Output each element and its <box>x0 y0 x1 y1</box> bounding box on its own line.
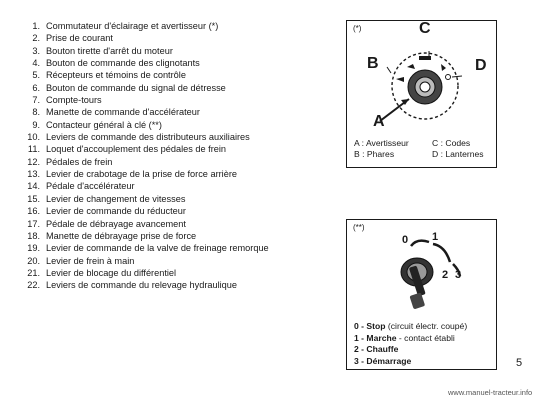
list-item <box>22 205 269 217</box>
list-item <box>22 255 269 267</box>
list-item <box>22 156 269 168</box>
list-item-number: 5. <box>32 70 40 81</box>
list-item-text: Leviers de commande des distributeurs auxiliaires <box>46 132 250 143</box>
footnote-mark: (**) <box>353 223 365 232</box>
legend-c: C : Codes <box>432 138 471 148</box>
letter-d: D <box>475 57 487 74</box>
list-item <box>22 218 269 230</box>
list-item-text: Levier de crabotage de la prise de force arrière <box>46 169 238 180</box>
list-item <box>22 131 269 143</box>
list-item <box>22 94 269 106</box>
list-item-number: 2. <box>32 33 40 44</box>
list-item <box>22 230 269 242</box>
list-item-number: 12. <box>27 156 40 167</box>
legend-b: B : Phares <box>354 149 395 159</box>
list-item <box>22 193 269 205</box>
position-0: 0 <box>402 234 409 246</box>
list-item-text: Manette de commande d'accélérateur <box>46 107 200 118</box>
footnote-mark: (*) <box>353 24 362 33</box>
light-switch-legend <box>354 138 484 160</box>
list-item-number: 18. <box>27 230 40 241</box>
list-item-text: Prise de courant <box>46 33 113 44</box>
list-item-number: 21. <box>27 267 40 278</box>
legend-a: A : Avertisseur <box>354 138 409 148</box>
list-item-number: 9. <box>32 119 40 130</box>
letter-b: B <box>367 55 379 72</box>
list-item <box>22 279 269 291</box>
letter-c: C <box>419 20 431 37</box>
list-item-text: Récepteurs et témoins de contrôle <box>46 70 186 81</box>
list-item-text: Levier de frein à main <box>46 255 135 266</box>
list-item <box>22 20 269 32</box>
list-item-number: 13. <box>27 169 40 180</box>
legend-desc-1: - contact établi <box>396 332 455 343</box>
list-item-number: 7. <box>32 95 40 106</box>
legend-desc-0: (circuit électr. coupé) <box>385 321 468 331</box>
legend-key-3: 3 - Démarrage <box>354 355 412 366</box>
list-item-text: Pédale de débrayage avancement <box>46 218 186 229</box>
list-item <box>22 180 269 192</box>
list-item-text: Bouton tirette d'arrêt du moteur <box>46 45 173 56</box>
list-item-text: Manette de débrayage prise de force <box>46 230 197 241</box>
list-item-number: 1. <box>32 21 40 31</box>
position-2: 2 <box>442 269 449 281</box>
list-item <box>22 32 269 44</box>
list-item-number: 20. <box>27 255 40 266</box>
list-item-number: 14. <box>27 181 40 192</box>
legend-key-2: 2 - Chauffe <box>354 344 399 354</box>
list-item-text: Levier de changement de vitesses <box>46 193 186 204</box>
list-item <box>22 143 269 155</box>
list-item <box>22 82 269 94</box>
key-switch-drawing <box>347 220 496 320</box>
list-item-text: Levier de blocage du différentiel <box>46 267 177 278</box>
list-item-number: 8. <box>32 107 40 118</box>
key-switch-legend <box>354 321 467 367</box>
list-item-number: 11. <box>27 144 40 155</box>
key-switch-diagram <box>346 219 497 370</box>
legend-list <box>22 20 269 292</box>
page-number: 5 <box>516 357 523 369</box>
list-item-number: 10. <box>27 132 40 143</box>
list-item-text: Pédales de frein <box>46 156 113 167</box>
list-item <box>22 168 269 180</box>
watermark: www.manuel-tracteur.info <box>448 388 533 397</box>
position-1: 1 <box>432 231 439 243</box>
list-item <box>22 119 269 131</box>
list-item-number: 15. <box>27 193 40 204</box>
list-item <box>22 45 269 57</box>
letter-a: A <box>373 113 385 130</box>
list-item-text: Bouton de commande du signal de détresse <box>46 82 226 93</box>
list-item-number: 4. <box>32 58 40 69</box>
list-item-number: 6. <box>32 82 40 93</box>
list-item <box>22 267 269 279</box>
list-item-number: 16. <box>27 206 40 217</box>
list-item-text: Loquet d'accouplement des pédales de frein <box>46 144 227 155</box>
list-item-number: 17. <box>27 218 40 229</box>
list-item <box>22 106 269 118</box>
position-3: 3 <box>455 269 462 281</box>
list-item <box>22 69 269 81</box>
legend-d: D : Lanternes <box>432 149 484 159</box>
light-switch-diagram <box>346 20 497 168</box>
list-item <box>22 57 269 69</box>
list-item-text: Pédale d'accélérateur <box>46 181 135 192</box>
legend-key-0: 0 - Stop <box>354 321 386 331</box>
list-item-text: Commutateur d'éclairage et avertisseur (*) <box>46 21 219 31</box>
list-item-text: Compte-tours <box>46 95 102 106</box>
list-item-text: Bouton de commande des clignotants <box>46 58 200 69</box>
list-item <box>22 242 269 254</box>
list-item-number: 3. <box>32 45 40 56</box>
list-item-text: Levier de commande du réducteur <box>46 206 186 217</box>
list-item-number: 22. <box>27 280 40 291</box>
list-item-text: Leviers de commande du relevage hydraulique <box>46 280 238 291</box>
legend-key-1: 1 - Marche <box>354 332 397 343</box>
list-item-text: Levier de commande de la valve de freinage remorque <box>46 243 269 254</box>
list-item-text: Contacteur général à clé (**) <box>46 119 162 130</box>
list-item-number: 19. <box>27 243 40 254</box>
